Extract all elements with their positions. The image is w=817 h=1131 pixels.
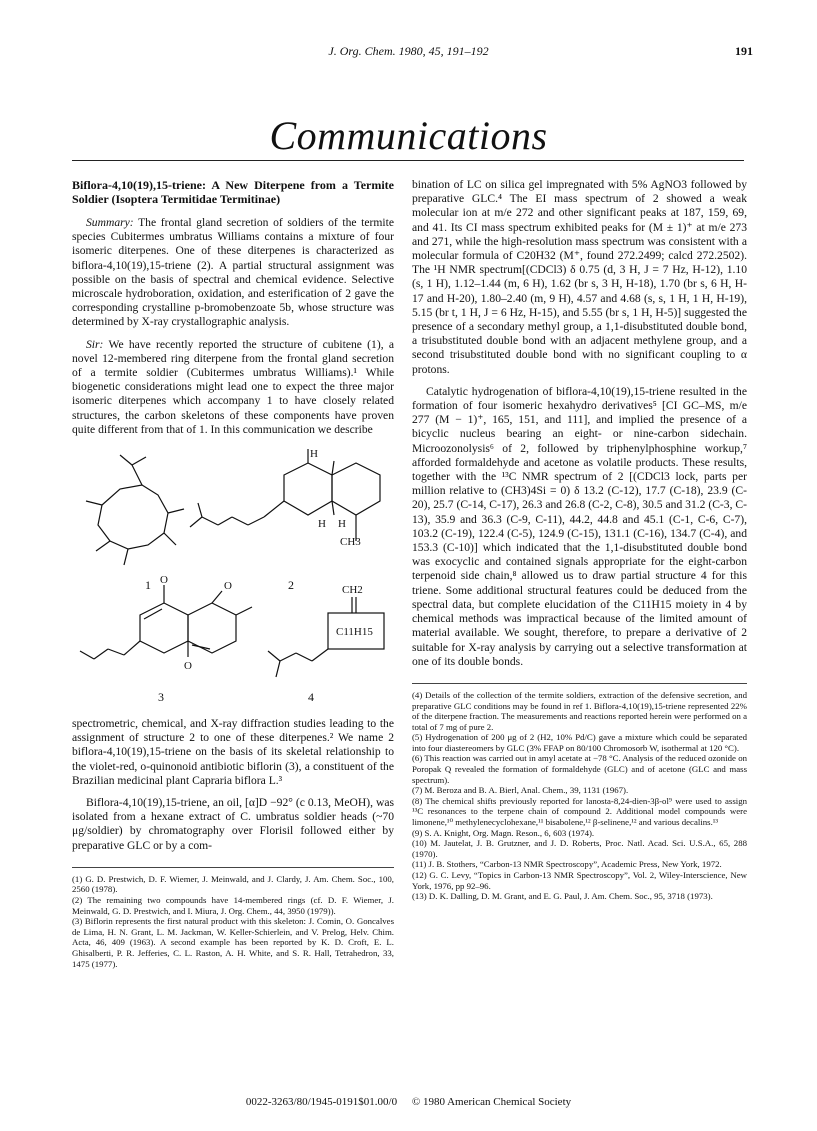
footnote: (3) Biflorin represents the first natural product with this skeleton: J. Comin, O. Goncalves de Lima, H. N. Grant, L. M. Jackman, W. Keller-Schierlein, and V. Prelog, Helv. Chim. Acta, 46, 409 (1963). A second example has been reported by K. D. Croft, E. L. Ghisalberti, P. R. Jefferies, C. L. Raston, A. H. White, and S. R. Hall, Tetrahedron, 33, 1475 (1977). bbox=[72, 916, 394, 969]
atom-h-left: H bbox=[318, 518, 326, 531]
left-column bbox=[72, 178, 394, 969]
copyright: © 1980 American Chemical Society bbox=[411, 1096, 572, 1108]
journal-citation: J. Org. Chem. 1980, 45, 191–192 bbox=[328, 44, 489, 58]
structures-figure bbox=[72, 445, 394, 709]
footnote: (6) This reaction was carried out in amyl acetate at −78 °C. Analysis of the reduced ozonide on Poropak Q revealed the formation of formaldehyde (GLC) and of acetone (GLC and mass spectrum). bbox=[412, 753, 747, 785]
atom-o-ring: O bbox=[184, 660, 192, 673]
footnote: (11) J. B. Stothers, “Carbon-13 NMR Spectroscopy”, Academic Press, New York, 1972. bbox=[412, 859, 722, 870]
footnote: (9) S. A. Knight, Org. Magn. Reson., 6, 603 (1974). bbox=[412, 827, 595, 838]
footnote: (8) The chemical shifts previously reported for lanosta-8,24-dien-3β-ol⁹ were used to assign ¹³C resonances to the terpene chain of compound 2. Additional model compounds were limonene,¹⁰ methylenecyclohexane,¹¹ bisabolene,¹² β-selinene,¹² and various decalins.¹³ bbox=[412, 795, 747, 828]
after-figure-paragraph: spectrometric, chemical, and X-ray diffraction studies leading to the assignment of structure 2 to one of these diterpenes.² We name 2 biflora-4,10(19),15-triene on the basis of its skeletal relationship to the violet-red, o-quinonoid antibiotic biflorin (3), a constituent of the Brazilian medicinal plant Capraria biflora L.³ bbox=[72, 717, 394, 787]
footnotes-right bbox=[412, 690, 747, 902]
structure-drawings bbox=[72, 445, 394, 709]
atom-h-right: H bbox=[338, 518, 346, 531]
summary-label: Summary: bbox=[86, 216, 134, 229]
structure-1 bbox=[86, 455, 184, 565]
label-4: 4 bbox=[308, 690, 314, 705]
right-column bbox=[412, 178, 747, 902]
running-header bbox=[0, 44, 817, 64]
footnote: (2) The remaining two compounds have 14-membered rings (cf. D. F. Wiemer, J. Meinwald, G. D. Prestwich, and I. Miura, J. Org. Chem., 44, 3950 (1979)). bbox=[72, 895, 394, 916]
sir-paragraph bbox=[72, 338, 394, 437]
footnote: (1) G. D. Prestwich, D. F. Wiemer, J. Meinwald, and J. Clardy, J. Am. Chem. Soc., 100, 2560 (1978). bbox=[72, 873, 394, 895]
sir-label: Sir: bbox=[86, 337, 104, 351]
atom-o-right: O bbox=[224, 580, 232, 593]
structure-3 bbox=[80, 585, 252, 659]
summary-paragraph bbox=[72, 216, 394, 330]
summary-text: The frontal gland secretion of soldiers of the termite species Cubitermes umbratus Williams contains a mixture of four isomeric diterpenes. One of these diterpenes is characterized as biflora-4,10(19),15-triene (2). A partial structural assignment was possible on the basis of spectral and chemical evidence. Selective microscale hydroboration, oxidation, and esterification of 2 gave the corresponding crystalline p-bromobenzoate 5b, whose structure was determined by X-ray crystallographic analysis. bbox=[72, 216, 394, 329]
title-rule bbox=[72, 160, 744, 161]
footnote: (13) D. K. Dalling, D. M. Grant, and E. G. Paul, J. Am. Chem. Soc., 95, 3718 (1973). bbox=[412, 891, 713, 902]
atom-h-top: H bbox=[310, 448, 318, 461]
label-1: 1 bbox=[145, 578, 151, 593]
structure-2 bbox=[190, 449, 380, 541]
footnote-rule-left bbox=[72, 867, 394, 868]
footnotes-left bbox=[72, 874, 394, 969]
section-title: Communications bbox=[269, 113, 548, 158]
atom-ch2: CH2 bbox=[342, 584, 363, 597]
isolation-paragraph: Biflora-4,10(19),15-triene, an oil, [α]D −92° (c 0.13, MeOH), was isolated from a hexane extract of C. umbratus soldier heads (~70 μg/soldier) by chromatography over Florisil followed either by preparative GLC or by a com- bbox=[72, 796, 394, 852]
body-paragraph-2: Catalytic hydrogenation of biflora-4,10(19),15-triene resulted in the formation of four isomeric hexahydro derivatives⁵ [CI GC–MS, m/e 277 (M − 1)⁺, 165, 151, and 111], and implied the presence of a bicyclic nucleus bearing an eight- or nine-carbon sidechain. Microozonolysis⁶ of 2, followed by triphenylphosphine workup,⁷ afforded formaldehyde and acetone as volatile products. These results, together with the ¹³C NMR spectrum of 2 [(CDCl3 lock, parts per million relative to (CH3)4Si = 0) δ 13.2 (C-12), 17.7 (C-18), 23.9 (C-20), 25.7 (C-14, C-17), 26.3 and 26.8 (C-2, C-8), 30.5 and 31.2 (C-3, C-13), 35.9 and 36.3 (C-9, C-11), 44.2, 44.8 and 45.1 (C-1, C-6, C-7), 103.2 (C-19), 122.4 (C-5), 124.9 (C-15), 131.1 (C-16), 134.7 (C-4), and 153.3 (C-10)] which indicated that the 1,1-disubstituted double bond was exocyclic and contained signals appropriate for the eight-carbon terpenoid side chain,⁸ allowed us to draw partial structure 4 for this triene. Some additional structural features could be deduced from the spectral data, but complete elucidation of the C11H15 moiety in 4 by chemical methods was impractical because of the limited amount of material available. We sought, therefore, to prepare a derivative of 2 suitable for X-ray analysis by carrying out a selective transformation at one of its double bonds. bbox=[412, 384, 747, 668]
label-2: 2 bbox=[288, 578, 294, 593]
page-footer bbox=[0, 1096, 817, 1108]
group-c11h15: C11H15 bbox=[336, 626, 373, 639]
article-title: Biflora-4,10(19),15-triene: A New Diterpene from a Termite Soldier (Isoptera Termitidae Termitinae) bbox=[72, 178, 394, 206]
atom-o-top: O bbox=[160, 574, 168, 587]
sir-text: We have recently reported the structure of cubitene (1), a novel 12-membered ring diterpene from the frontal gland secretion of a termite soldier (Cubitermes umbratus Williams).¹ While biogenetic considerations might lead one to expect the three major isomeric diterpenes which accompany 1 to have closely related structures, the carbon skeletons of these components have proven quite different from that of 1. In this communication we describe bbox=[72, 337, 394, 436]
footnote: (5) Hydrogenation of 200 μg of 2 (H2, 10% Pd/C) gave a mixture which could be separated into four diastereomers by GLC (3% FFAP on 80/100 Chromosorb W, isothermal at 120 °C). bbox=[412, 732, 747, 753]
label-3: 3 bbox=[158, 690, 164, 705]
footnote: (12) G. C. Levy, “Topics in Carbon-13 NMR Spectroscopy”, Vol. 2, Wiley-Interscience, New York, 1976, pp 92–96. bbox=[412, 870, 747, 891]
footnote-rule-right bbox=[412, 683, 747, 684]
page-number: 191 bbox=[735, 44, 753, 58]
price-code: 0022-3263/80/1945-0191$01.00/0 bbox=[245, 1096, 398, 1108]
footnote: (4) Details of the collection of the termite soldiers, extraction of the defensive secretion, and preparative GLC conditions may be found in ref 1. Biflora-4,10(19),15-triene represented 22% of the diterpene fraction. The measurements and reactions reported herein were performed on a total of 7 mg of pure 2. bbox=[412, 689, 747, 732]
footnote: (10) M. Jautelat, J. B. Grutzner, and J. D. Roberts, Proc. Natl. Acad. Sci. U.S.A., 65, 288 (1970). bbox=[412, 838, 747, 859]
body-paragraph-1: bination of LC on silica gel impregnated with 5% AgNO3 followed by preparative GLC.⁴ The EI mass spectrum of 2 showed a weak molecular ion at m/e 272 and other significant peaks at 187, 159, 69, and 41. Its CI mass spectrum exhibited peaks for (M ± 1)⁺ at m/e 273 and 271, while the high-resolution mass spectrum was consistent with a molecular formula of C20H32 (M⁺, found 272.2499; calcd 272.2502). The ¹H NMR spectrum[(CDCl3) δ 0.75 (d, 3 H, J = 7 Hz, H-12), 1.10 (s, 1 H), 1.12–1.44 (m, 6 H), 1.62 (br s, 3 H, H-18), 1.70 (br s, 6 H, H-17 and H-20), 1.80–2.40 (m, 9 H), 4.57 and 4.68 (s, s, 1 H, 1 H, H-19), 5.15 (br t, 1 H, J = 6 Hz, H-15), and 5.55 (br s, 1 H, H-5)] suggested the presence of a secondary methyl group, a 1,1-disubstituted double bond, a trisubstituted double bond with an adjacent methylene group, and a second trisubstituted double bond with no significant coupling to α protons. bbox=[412, 178, 747, 376]
atom-ch3: CH3 bbox=[340, 536, 361, 549]
footnote: (7) M. Beroza and B. A. Bierl, Anal. Chem., 39, 1131 (1967). bbox=[412, 785, 629, 796]
